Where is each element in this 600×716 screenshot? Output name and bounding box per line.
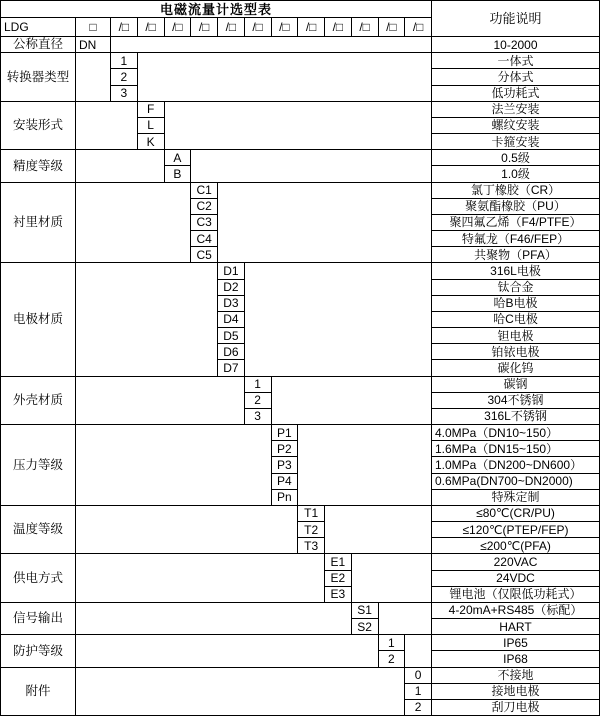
option-desc-cell: 铂铱电极 — [432, 344, 599, 359]
option-desc-cell: 钛合金 — [432, 280, 599, 295]
empty-cell — [138, 53, 431, 101]
option-desc-cell: IP65 — [432, 635, 599, 650]
option-desc-cell: 1.0级 — [432, 166, 599, 181]
model-prefix: LDG — [1, 18, 75, 36]
empty-cell — [165, 102, 432, 150]
option-code-cell: C2 — [191, 199, 217, 214]
option-desc-cell: ≤80℃(CR/PU) — [432, 506, 599, 521]
model-code-box: /□ — [405, 18, 431, 36]
option-desc-cell: 24VDC — [432, 571, 599, 586]
option-code-cell: D6 — [218, 344, 244, 359]
empty-cell — [76, 263, 217, 375]
model-code-box: /□ — [191, 18, 217, 36]
option-desc-cell: 碳钢 — [432, 377, 599, 392]
option-code-cell: 2 — [405, 700, 431, 715]
option-code-cell: 1 — [111, 53, 137, 68]
empty-cell — [405, 635, 431, 666]
option-code-cell: 1 — [245, 377, 271, 392]
option-desc-cell: 碳化钨 — [432, 360, 599, 375]
section-label: 衬里材质 — [1, 183, 75, 263]
option-code-cell: 1 — [405, 684, 431, 699]
option-code-cell: C4 — [191, 231, 217, 246]
empty-cell — [76, 603, 351, 634]
section-label: 安装形式 — [1, 102, 75, 150]
dn-desc-cell: 10-2000 — [432, 37, 599, 52]
dn-code-cell: DN — [76, 37, 110, 52]
option-desc-cell: 哈B电极 — [432, 296, 599, 311]
option-code-cell: 1 — [379, 635, 405, 650]
option-desc-cell: 1.6MPa（DN15~150） — [432, 441, 599, 456]
empty-cell — [298, 425, 431, 505]
option-code-cell: E1 — [325, 554, 351, 569]
option-code-cell: Pn — [272, 490, 298, 505]
model-code-box: /□ — [352, 18, 378, 36]
option-desc-cell: 锂电池（仅限低功耗式） — [432, 587, 599, 602]
model-code-box: /□ — [138, 18, 164, 36]
empty-cell — [352, 554, 431, 602]
option-code-cell: D2 — [218, 280, 244, 295]
option-code-cell: B — [165, 166, 191, 181]
model-code-box: /□ — [325, 18, 351, 36]
section-label-dn: 公称直径 — [1, 37, 75, 52]
option-code-cell: D5 — [218, 328, 244, 343]
option-code-cell: D4 — [218, 312, 244, 327]
option-desc-cell: 接地电极 — [432, 684, 599, 699]
option-desc-cell: ≤120℃(PTEP/FEP) — [432, 522, 599, 537]
option-code-cell: E2 — [325, 571, 351, 586]
option-code-cell: S2 — [352, 619, 378, 634]
option-code-cell: S1 — [352, 603, 378, 618]
option-code-cell: 2 — [245, 393, 271, 408]
empty-cell — [76, 635, 378, 666]
option-code-cell: F — [138, 102, 164, 117]
section-label: 附件 — [1, 668, 75, 716]
model-code-box: /□ — [272, 18, 298, 36]
function-description-header: 功能说明 — [432, 1, 599, 36]
option-desc-cell: 4-20mA+RS485（标配） — [432, 603, 599, 618]
option-code-cell: P1 — [272, 425, 298, 440]
option-desc-cell: 0.6MPa(DN700~DN2000) — [432, 474, 599, 489]
option-code-cell: C1 — [191, 183, 217, 198]
option-desc-cell: IP68 — [432, 651, 599, 666]
option-desc-cell: 220VAC — [432, 554, 599, 569]
option-code-cell: L — [138, 118, 164, 133]
section-label: 压力等级 — [1, 425, 75, 505]
model-code-box: /□ — [245, 18, 271, 36]
option-desc-cell: 螺纹安装 — [432, 118, 599, 133]
option-desc-cell: 卡箍安装 — [432, 134, 599, 149]
model-code-box: /□ — [298, 18, 324, 36]
option-desc-cell: ≤200℃(PFA) — [432, 538, 599, 553]
option-desc-cell: 哈C电极 — [432, 312, 599, 327]
option-desc-cell: 低功耗式 — [432, 86, 599, 101]
option-code-cell: P3 — [272, 457, 298, 472]
section-label: 外壳材质 — [1, 377, 75, 425]
empty-cell — [76, 183, 190, 263]
empty-cell — [325, 506, 431, 554]
option-code-cell: 2 — [111, 69, 137, 84]
empty-cell — [218, 183, 431, 263]
empty-cell — [76, 150, 164, 181]
option-desc-cell: 304不锈钢 — [432, 393, 599, 408]
model-code-box: /□ — [379, 18, 405, 36]
empty-cell — [76, 425, 271, 505]
option-code-cell: T3 — [298, 538, 324, 553]
option-desc-cell: 聚氨酯橡胶（PU） — [432, 199, 599, 214]
option-desc-cell: 0.5级 — [432, 150, 599, 165]
option-desc-cell: 1.0MPa（DN200~DN600） — [432, 457, 599, 472]
empty-cell — [191, 150, 431, 181]
option-desc-cell: 316L电极 — [432, 263, 599, 278]
model-code-box: /□ — [165, 18, 191, 36]
section-label: 信号输出 — [1, 603, 75, 634]
option-code-cell: C5 — [191, 247, 217, 262]
section-label: 供电方式 — [1, 554, 75, 602]
option-code-cell: E3 — [325, 587, 351, 602]
option-code-cell: 3 — [245, 409, 271, 424]
empty-cell — [111, 37, 431, 52]
option-desc-cell: 聚四氟乙烯（F4/PTFE） — [432, 215, 599, 230]
option-desc-cell: 特氟龙（F46/FEP） — [432, 231, 599, 246]
option-code-cell: 3 — [111, 86, 137, 101]
section-label: 精度等级 — [1, 150, 75, 181]
option-desc-cell: 316L不锈钢 — [432, 409, 599, 424]
option-desc-cell: 分体式 — [432, 69, 599, 84]
option-code-cell: C3 — [191, 215, 217, 230]
option-code-cell: A — [165, 150, 191, 165]
option-code-cell: P2 — [272, 441, 298, 456]
option-desc-cell: HART — [432, 619, 599, 634]
empty-cell — [272, 377, 432, 425]
option-code-cell: T2 — [298, 522, 324, 537]
option-desc-cell: 氯丁橡胶（CR） — [432, 183, 599, 198]
section-label: 转换器类型 — [1, 53, 75, 101]
option-desc-cell: 法兰安装 — [432, 102, 599, 117]
empty-cell — [379, 603, 432, 634]
model-code-box: □ — [76, 18, 110, 36]
section-label: 电极材质 — [1, 263, 75, 375]
option-code-cell: P4 — [272, 474, 298, 489]
option-desc-cell: 共聚物（PFA） — [432, 247, 599, 262]
option-code-cell: D7 — [218, 360, 244, 375]
option-desc-cell: 刮刀电极 — [432, 700, 599, 715]
option-desc-cell: 不接地 — [432, 668, 599, 683]
empty-cell — [76, 102, 137, 150]
empty-cell — [76, 377, 244, 425]
model-code-box: /□ — [218, 18, 244, 36]
option-code-cell: 2 — [379, 651, 405, 666]
empty-cell — [76, 554, 324, 602]
option-code-cell: D3 — [218, 296, 244, 311]
option-code-cell: 0 — [405, 668, 431, 683]
option-code-cell: K — [138, 134, 164, 149]
option-code-cell: D1 — [218, 263, 244, 278]
option-desc-cell: 4.0MPa（DN10~150） — [432, 425, 599, 440]
option-desc-cell: 特殊定制 — [432, 490, 599, 505]
option-code-cell: T1 — [298, 506, 324, 521]
empty-cell — [76, 53, 110, 101]
empty-cell — [76, 506, 297, 554]
section-label: 温度等级 — [1, 506, 75, 554]
page-title: 电磁流量计选型表 — [1, 1, 431, 17]
section-label: 防护等级 — [1, 635, 75, 666]
option-desc-cell: 一体式 — [432, 53, 599, 68]
empty-cell — [76, 668, 404, 716]
model-code-box: /□ — [111, 18, 137, 36]
empty-cell — [245, 263, 431, 375]
option-desc-cell: 钽电极 — [432, 328, 599, 343]
